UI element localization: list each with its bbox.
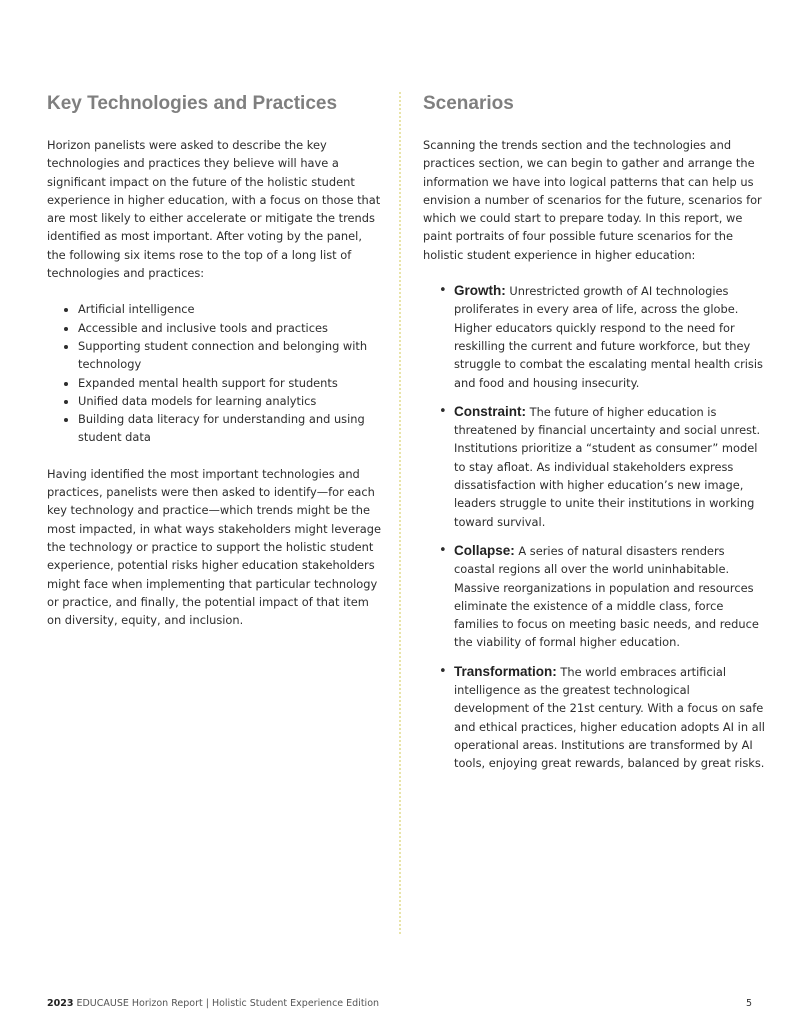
section-heading-scenarios: Scenarios — [423, 93, 514, 114]
scenario-transformation — [454, 663, 768, 773]
key-technologies-closing: Having identified the most important technologies and practices, panelists were then asked to identify—for each key technology and practice—which trends might be the most impacted, in what ways stakeholders might leverage the technology or practice to support the holistic student experience, potential risks higher education stakeholders might face when implementing that particular technology or practice, and finally, the potential impact of that item on diversity, equity, and inclusion. — [47, 466, 381, 628]
scenario-term: Growth: — [454, 283, 506, 299]
scenarios-list — [423, 282, 768, 772]
column-divider — [399, 92, 401, 934]
list-item: • Building data literacy for understanding and using student data — [78, 410, 382, 447]
footer-title: EDUCAUSE Horizon Report | Holistic Student Experience Edition — [73, 998, 380, 1009]
page-footer — [47, 998, 379, 1009]
list-item: • Expanded mental health support for students — [78, 374, 382, 392]
key-technologies-list — [47, 300, 382, 446]
list-item: • Unified data models for learning analytics — [78, 392, 382, 410]
scenario-text: A series of natural disasters renders coastal regions all over the world uninhabitable. Massive reorganizations in population and resources eliminate the existence of a middle class, force families to focus on meeting basic needs, and reduce the viability of formal higher education. — [454, 543, 759, 650]
scenario-collapse — [454, 542, 768, 652]
list-item: • Accessible and inclusive tools and practices — [78, 319, 382, 337]
scenario-growth — [454, 282, 768, 392]
scenario-text: The future of higher education is threatened by financial uncertainty and social unrest. Institutions prioritize a “student as consumer” model to stay afloat. As individual stakeholders express dissatisfaction with higher education’s new image, leaders struggle to unite their institutions in working toward survival. — [454, 404, 761, 529]
scenarios-intro: Scanning the trends section and the technologies and practices section, we can begin to gather and arrange the information we have into logical patterns that can help us envision a number of scenarios for the future, scenarios for which we could start to prepare today. In this report, we paint portraits of four possible future scenarios for the holistic student experience in higher education: — [423, 138, 762, 262]
scenario-text: The world embraces artificial intelligence as the greatest technological development of the 21st century. With a focus on safe and ethical practices, higher education adopts AI in all operational areas. Institutions are transformed by AI tools, enjoying great rewards, balanced by great risks. — [454, 664, 765, 771]
right-column — [423, 92, 768, 784]
scenario-text: Unrestricted growth of AI technologies proliferates in every area of life, across the globe. Higher educators quickly respond to the need for reskilling the current and future workforce, but they struggle to combat the escalating mental health crisis and food and housing insecurity. — [454, 284, 763, 390]
footer-year: 2023 — [47, 998, 74, 1009]
scenario-term: Transformation: — [454, 663, 557, 679]
scenario-term: Constraint: — [454, 403, 526, 419]
key-technologies-intro: Horizon panelists were asked to describe the key technologies and practices they believe will have a significant impact on the future of the holistic student experience in higher education, with a focus on those that are most likely to either accelerate or mitigate the trends identified as most important. After voting by the panel, the following six items rose to the top of a long list of technologies and practices: — [47, 138, 381, 281]
scenario-term: Collapse: — [454, 542, 515, 558]
left-column — [47, 92, 382, 629]
scenario-constraint — [454, 403, 768, 531]
page-number: 5 — [746, 998, 753, 1009]
list-item: • Supporting student connection and belonging with technology — [78, 337, 382, 374]
section-heading-key-technologies: Key Technologies and Practices — [47, 93, 338, 114]
list-item: • Artificial intelligence — [78, 300, 382, 318]
